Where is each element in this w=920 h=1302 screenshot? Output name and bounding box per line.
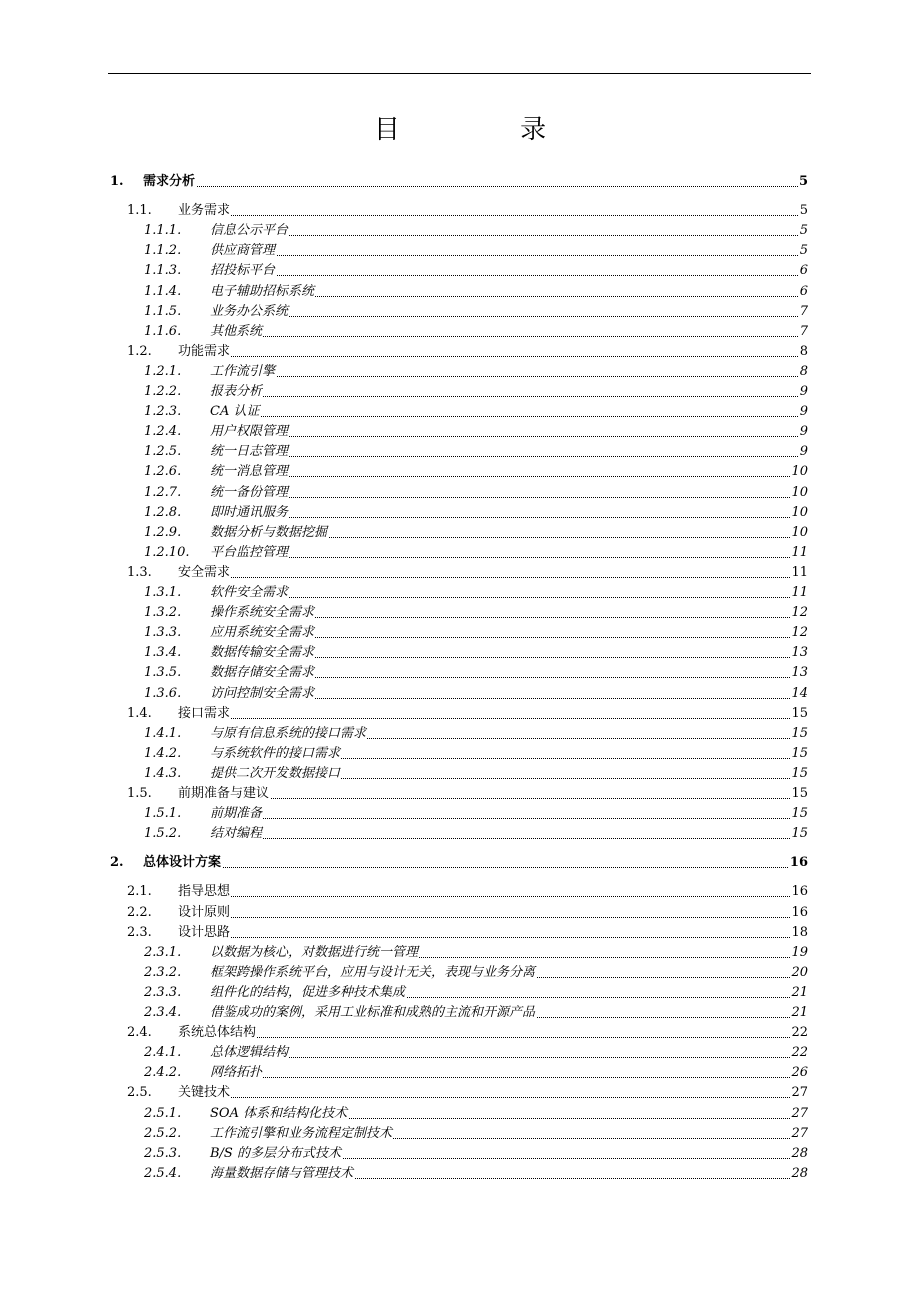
- toc-entry-page: 5: [798, 172, 808, 192]
- toc-entry-page: 10: [790, 483, 808, 503]
- toc-entry-page: 9: [799, 422, 808, 442]
- toc-dot-leader: [178, 704, 808, 724]
- toc-entry-page: 15: [790, 824, 808, 844]
- toc-entry-title: 访问控制安全需求: [210, 684, 315, 704]
- toc-entry-title: 接口需求: [178, 704, 231, 724]
- toc-entry[interactable]: [0, 704, 920, 724]
- toc-dot-leader: [143, 172, 808, 192]
- toc-entry[interactable]: [0, 764, 920, 784]
- toc-entry-number: 1.2.4.: [144, 424, 182, 440]
- toc-entry-number: 1.1.1.: [144, 223, 182, 239]
- toc-entry-title: 业务需求: [178, 201, 231, 221]
- toc-entry-title: 与系统软件的接口需求: [210, 744, 341, 764]
- toc-entry-page: 8: [799, 342, 808, 362]
- toc-entry-title: 指导思想: [178, 882, 231, 902]
- toc-entry-page: 10: [790, 503, 808, 523]
- toc-entry-number: 1.5.1.: [144, 806, 182, 822]
- toc-entry-title: 安全需求: [178, 563, 231, 583]
- toc-entry-title: 应用系统安全需求: [210, 623, 315, 643]
- toc-entry[interactable]: [0, 1124, 920, 1144]
- toc-entry[interactable]: [0, 422, 920, 442]
- toc-entry[interactable]: [0, 824, 920, 844]
- toc-entry-number: 1.2.10.: [144, 544, 190, 560]
- toc-dot-leader: [210, 462, 808, 482]
- toc-dot-leader: [210, 322, 808, 342]
- toc-dot-leader: [210, 362, 808, 382]
- toc-entry-title: 报表分析: [210, 382, 263, 402]
- toc-entry-number: 1.4.1.: [144, 725, 182, 741]
- toc-entry[interactable]: [0, 784, 920, 804]
- toc-entry-page: 13: [790, 643, 808, 663]
- toc-entry[interactable]: [0, 322, 920, 342]
- toc-dot-leader: [178, 1023, 808, 1043]
- toc-entry-title: 总体设计方案: [143, 853, 222, 873]
- toc-entry-page: 20: [790, 963, 808, 983]
- toc-entry-title: 统一备份管理: [210, 483, 289, 503]
- toc-entry-page: 11: [790, 583, 808, 603]
- toc-entry-number: 1.1.: [127, 203, 152, 219]
- toc-entry-page: 28: [790, 1144, 808, 1164]
- toc-entry[interactable]: [0, 1063, 920, 1083]
- toc-entry-number: 1.3.1.: [144, 585, 182, 600]
- toc-entry-title: 关键技术: [178, 1083, 231, 1103]
- toc-entry-title: 结对编程: [210, 824, 263, 844]
- toc-entry-page: 11: [790, 563, 808, 583]
- toc-entry-title: CA 认证: [210, 402, 260, 422]
- toc-entry-page: 19: [790, 943, 808, 963]
- toc-dot-leader: [210, 302, 808, 322]
- toc-entry-title: 操作系统安全需求: [210, 603, 315, 623]
- toc-entry[interactable]: [0, 342, 920, 362]
- toc-dot-leader: [210, 824, 808, 844]
- toc-entry-number: 1.2.8.: [144, 504, 182, 520]
- toc-entry-page: 15: [790, 804, 808, 824]
- toc-entry-number: 1.2.9.: [144, 524, 182, 540]
- toc-entry-title: B/S 的多层分布式技术: [210, 1144, 342, 1164]
- toc-entry-title: 借鉴成功的案例，采用工业标准和成熟的主流和开源产品: [210, 1003, 536, 1023]
- toc-entry[interactable]: [0, 724, 920, 744]
- toc-entry-page: 15: [790, 744, 808, 764]
- toc-entry-number: 1.: [110, 174, 124, 189]
- toc-entry-number: 1.3.3.: [144, 625, 182, 641]
- toc-entry-page: 7: [799, 302, 808, 322]
- toc-entry-number: 2.3.2.: [144, 964, 182, 980]
- toc-entry-title: 软件安全需求: [210, 583, 289, 603]
- toc-entry-page: 9: [799, 382, 808, 402]
- toc-entry[interactable]: [0, 903, 920, 923]
- toc-entry-title: 提供二次开发数据接口: [210, 764, 341, 784]
- toc-entry-number: 2.5.: [127, 1085, 152, 1101]
- toc-dot-leader: [210, 1063, 808, 1083]
- toc-entry-page: 7: [799, 322, 808, 342]
- toc-entry-title: 工作流引擎: [210, 362, 276, 382]
- toc-dot-leader: [178, 1083, 808, 1103]
- toc-entry-title: 用户权限管理: [210, 422, 289, 442]
- toc-entry-number: 2.5.3.: [144, 1145, 182, 1161]
- toc-dot-leader: [143, 853, 808, 873]
- toc-entry-title: 以数据为核心，对数据进行统一管理: [210, 943, 419, 963]
- toc-entry-page: 15: [790, 784, 808, 804]
- toc-entry-page: 21: [790, 1003, 808, 1023]
- toc-entry-number: 1.3.: [127, 564, 152, 580]
- toc-entry-number: 2.3.: [127, 924, 152, 940]
- toc-entry-page: 15: [790, 724, 808, 744]
- toc-entry-title: 网络拓扑: [210, 1063, 263, 1083]
- toc-entry[interactable]: [0, 1104, 920, 1124]
- toc-entry-page: 9: [799, 402, 808, 422]
- toc-entry-title: 与原有信息系统的接口需求: [210, 724, 367, 744]
- toc-entry[interactable]: [0, 302, 920, 322]
- toc-entry[interactable]: [0, 261, 920, 281]
- toc-entry-title: 系统总体结构: [178, 1023, 257, 1043]
- toc-entry[interactable]: [0, 923, 920, 943]
- toc-dot-leader: [210, 261, 808, 281]
- toc-entry-title: 工作流引擎和业务流程定制技术: [210, 1124, 393, 1144]
- toc-entry-number: 2.: [110, 855, 124, 871]
- toc-entry[interactable]: [0, 744, 920, 764]
- toc-entry-page: 12: [790, 603, 808, 623]
- toc-entry-number: 1.2.2.: [144, 384, 182, 399]
- toc-entry[interactable]: [0, 201, 920, 221]
- toc-entry[interactable]: [0, 963, 920, 983]
- toc-entry-title: 信息公示平台: [210, 221, 289, 241]
- toc-dot-leader: [178, 784, 808, 804]
- toc-entry-title: 框架跨操作系统平台，应用与设计无关，表现与业务分离: [210, 963, 536, 983]
- toc-entry-title: 设计思路: [178, 923, 231, 943]
- toc-entry[interactable]: [0, 523, 920, 543]
- toc-entry[interactable]: [0, 882, 920, 902]
- toc-entry-page: 27: [790, 1083, 808, 1103]
- toc-entry[interactable]: [0, 983, 920, 1003]
- toc-entry-page: 15: [790, 764, 808, 784]
- toc-dot-leader: [178, 903, 808, 923]
- toc-entry-page: 16: [789, 853, 808, 873]
- toc-entry-number: 2.5.4.: [144, 1165, 182, 1181]
- toc-entry-page: 28: [790, 1164, 808, 1184]
- toc-dot-leader: [210, 543, 808, 563]
- toc-entry[interactable]: [0, 684, 920, 704]
- toc-entry-number: 1.2.7.: [144, 484, 182, 500]
- toc-entry-page: 18: [790, 923, 808, 943]
- toc-entry-title: 数据分析与数据挖掘: [210, 523, 328, 543]
- toc-entry-title: 平台监控管理: [210, 543, 289, 563]
- toc-entry[interactable]: [0, 543, 920, 563]
- toc-entry[interactable]: [0, 442, 920, 462]
- toc-dot-leader: [210, 483, 808, 503]
- toc-entry-title: 业务办公系统: [210, 302, 289, 322]
- toc-entry-page: 21: [790, 983, 808, 1003]
- toc-entry-page: 9: [799, 442, 808, 462]
- toc-entry[interactable]: [0, 503, 920, 523]
- toc-entry-number: 1.5.2.: [144, 826, 182, 842]
- toc-entry-page: 14: [790, 684, 808, 704]
- toc-entry[interactable]: [0, 583, 920, 603]
- toc-entry-page: 22: [790, 1043, 808, 1063]
- toc-dot-leader: [178, 882, 808, 902]
- toc-entry[interactable]: [0, 1083, 920, 1103]
- toc-entry-title: 海量数据存储与管理技术: [210, 1164, 354, 1184]
- toc-entry-title: 统一消息管理: [210, 462, 289, 482]
- toc-entry[interactable]: [0, 1023, 920, 1043]
- toc-entry[interactable]: [0, 382, 920, 402]
- toc-entry[interactable]: [0, 563, 920, 583]
- toc-entry-title: 数据传输安全需求: [210, 643, 315, 663]
- toc-entry-title: 供应商管理: [210, 241, 276, 261]
- toc-entry[interactable]: [0, 1164, 920, 1184]
- toc-entry-number: 2.4.2.: [144, 1065, 182, 1081]
- toc-entry[interactable]: [0, 362, 920, 382]
- toc-entry-page: 27: [790, 1124, 808, 1144]
- toc-entry-number: 1.5.: [127, 786, 152, 801]
- toc-entry-title: 数据存储安全需求: [210, 663, 315, 683]
- toc-entry-page: 16: [790, 882, 808, 902]
- toc-dot-leader: [178, 923, 808, 943]
- toc-entry-number: 1.3.6.: [144, 685, 182, 701]
- toc-entry-number: 2.3.3.: [144, 984, 182, 1000]
- toc-entry-page: 13: [790, 663, 808, 683]
- toc-entry[interactable]: [0, 483, 920, 503]
- toc-dot-leader: [210, 503, 808, 523]
- toc-entry[interactable]: [0, 603, 920, 623]
- toc-entry-page: 5: [799, 241, 808, 261]
- toc-entry[interactable]: [0, 282, 920, 302]
- toc-entry-title: 组件化的结构，促进多种技术集成: [210, 983, 406, 1003]
- toc-dot-leader: [178, 201, 808, 221]
- toc-entry-number: 2.2.: [127, 904, 152, 920]
- toc-entry-title: 需求分析: [143, 172, 196, 192]
- toc-entry-page: 10: [790, 523, 808, 543]
- toc-entry-number: 1.4.2.: [144, 745, 182, 761]
- toc-entry[interactable]: [0, 943, 920, 963]
- toc-entry-page: 6: [799, 261, 808, 281]
- toc-entry[interactable]: [0, 221, 920, 241]
- toc-entry-title: 功能需求: [178, 342, 231, 362]
- toc-entry-number: 1.3.2.: [144, 605, 182, 621]
- toc-dot-leader: [210, 804, 808, 824]
- toc-entry[interactable]: [0, 241, 920, 261]
- toc-entry-title: 招投标平台: [210, 261, 276, 281]
- toc-entry-number: 2.3.4.: [144, 1005, 182, 1020]
- toc-entry-title: 前期准备: [210, 804, 263, 824]
- toc-entry-title: 前期准备与建议: [178, 784, 270, 804]
- toc-entry[interactable]: [0, 623, 920, 643]
- toc-entry-number: 2.5.2.: [144, 1125, 182, 1141]
- toc-entry-number: 1.2.3.: [144, 404, 182, 420]
- toc-entry-page: 26: [790, 1063, 808, 1083]
- toc-dot-leader: [178, 342, 808, 362]
- toc-entry-number: 1.1.6.: [144, 323, 182, 339]
- toc-entry[interactable]: [0, 462, 920, 482]
- toc-entry-page: 12: [790, 623, 808, 643]
- toc-dot-leader: [210, 442, 808, 462]
- toc-entry-number: 1.4.3.: [144, 765, 182, 781]
- toc-entry-number: 1.4.: [127, 705, 152, 721]
- toc-entry[interactable]: [0, 1144, 920, 1164]
- toc-entry-title: SOA 体系和结构化技术: [210, 1104, 348, 1124]
- toc-entry-number: 1.1.3.: [144, 263, 182, 279]
- toc-entry-number: 1.2.1.: [144, 363, 182, 379]
- toc-entry[interactable]: [0, 643, 920, 663]
- toc-entry[interactable]: [0, 172, 920, 192]
- toc-entry-number: 1.3.5.: [144, 665, 182, 681]
- toc-dot-leader: [210, 221, 808, 241]
- toc-entry-page: 8: [799, 362, 808, 382]
- toc-entry-page: 10: [790, 462, 808, 482]
- toc-entry-page: 27: [790, 1104, 808, 1124]
- toc-entry-number: 1.1.5.: [144, 303, 182, 319]
- toc-entry-number: 1.2.5.: [144, 444, 182, 460]
- toc-entry-title: 即时通讯服务: [210, 503, 289, 523]
- toc-dot-leader: [210, 583, 808, 603]
- toc-entry-title: 电子辅助招标系统: [210, 282, 315, 302]
- toc-entry-number: 2.4.: [127, 1025, 152, 1041]
- toc-entry-number: 2.1.: [127, 884, 152, 900]
- toc-dot-leader: [210, 422, 808, 442]
- toc-entry-number: 2.4.1.: [144, 1045, 182, 1061]
- toc-entry-page: 5: [799, 201, 808, 221]
- toc-entry[interactable]: [0, 1003, 920, 1023]
- toc-entry-number: 1.1.2.: [144, 243, 182, 259]
- toc-entry-number: 1.2.6.: [144, 464, 182, 480]
- toc-title: 目 录: [373, 115, 603, 145]
- toc-entry[interactable]: [0, 402, 920, 422]
- toc-entry-page: 15: [790, 704, 808, 724]
- toc-entry-title: 统一日志管理: [210, 442, 289, 462]
- toc-entry-number: 1.3.4.: [144, 645, 182, 661]
- toc-entry[interactable]: [0, 1043, 920, 1063]
- toc-dot-leader: [210, 241, 808, 261]
- toc-entry-number: 1.1.4.: [144, 283, 182, 299]
- toc-entry[interactable]: [0, 853, 920, 873]
- toc-dot-leader: [210, 382, 808, 402]
- toc-entry-title: 设计原则: [178, 903, 231, 923]
- toc-entry-page: 6: [799, 282, 808, 302]
- toc-entry-title: 其他系统: [210, 322, 263, 342]
- toc-entry[interactable]: [0, 663, 920, 683]
- toc-entry-number: 2.5.1.: [144, 1105, 182, 1121]
- toc-dot-leader: [210, 1043, 808, 1063]
- toc-dot-leader: [178, 563, 808, 583]
- toc-entry-number: 1.2.: [127, 343, 152, 359]
- toc-entry-number: 2.3.1.: [144, 944, 182, 960]
- toc-entry-page: 16: [790, 903, 808, 923]
- toc-entry-title: 总体逻辑结构: [210, 1043, 289, 1063]
- toc-entry-page: 5: [799, 221, 808, 241]
- toc-entry-page: 11: [790, 543, 808, 563]
- toc-entry[interactable]: [0, 804, 920, 824]
- toc-entry-page: 22: [790, 1023, 808, 1043]
- toc-dot-leader: [210, 402, 808, 422]
